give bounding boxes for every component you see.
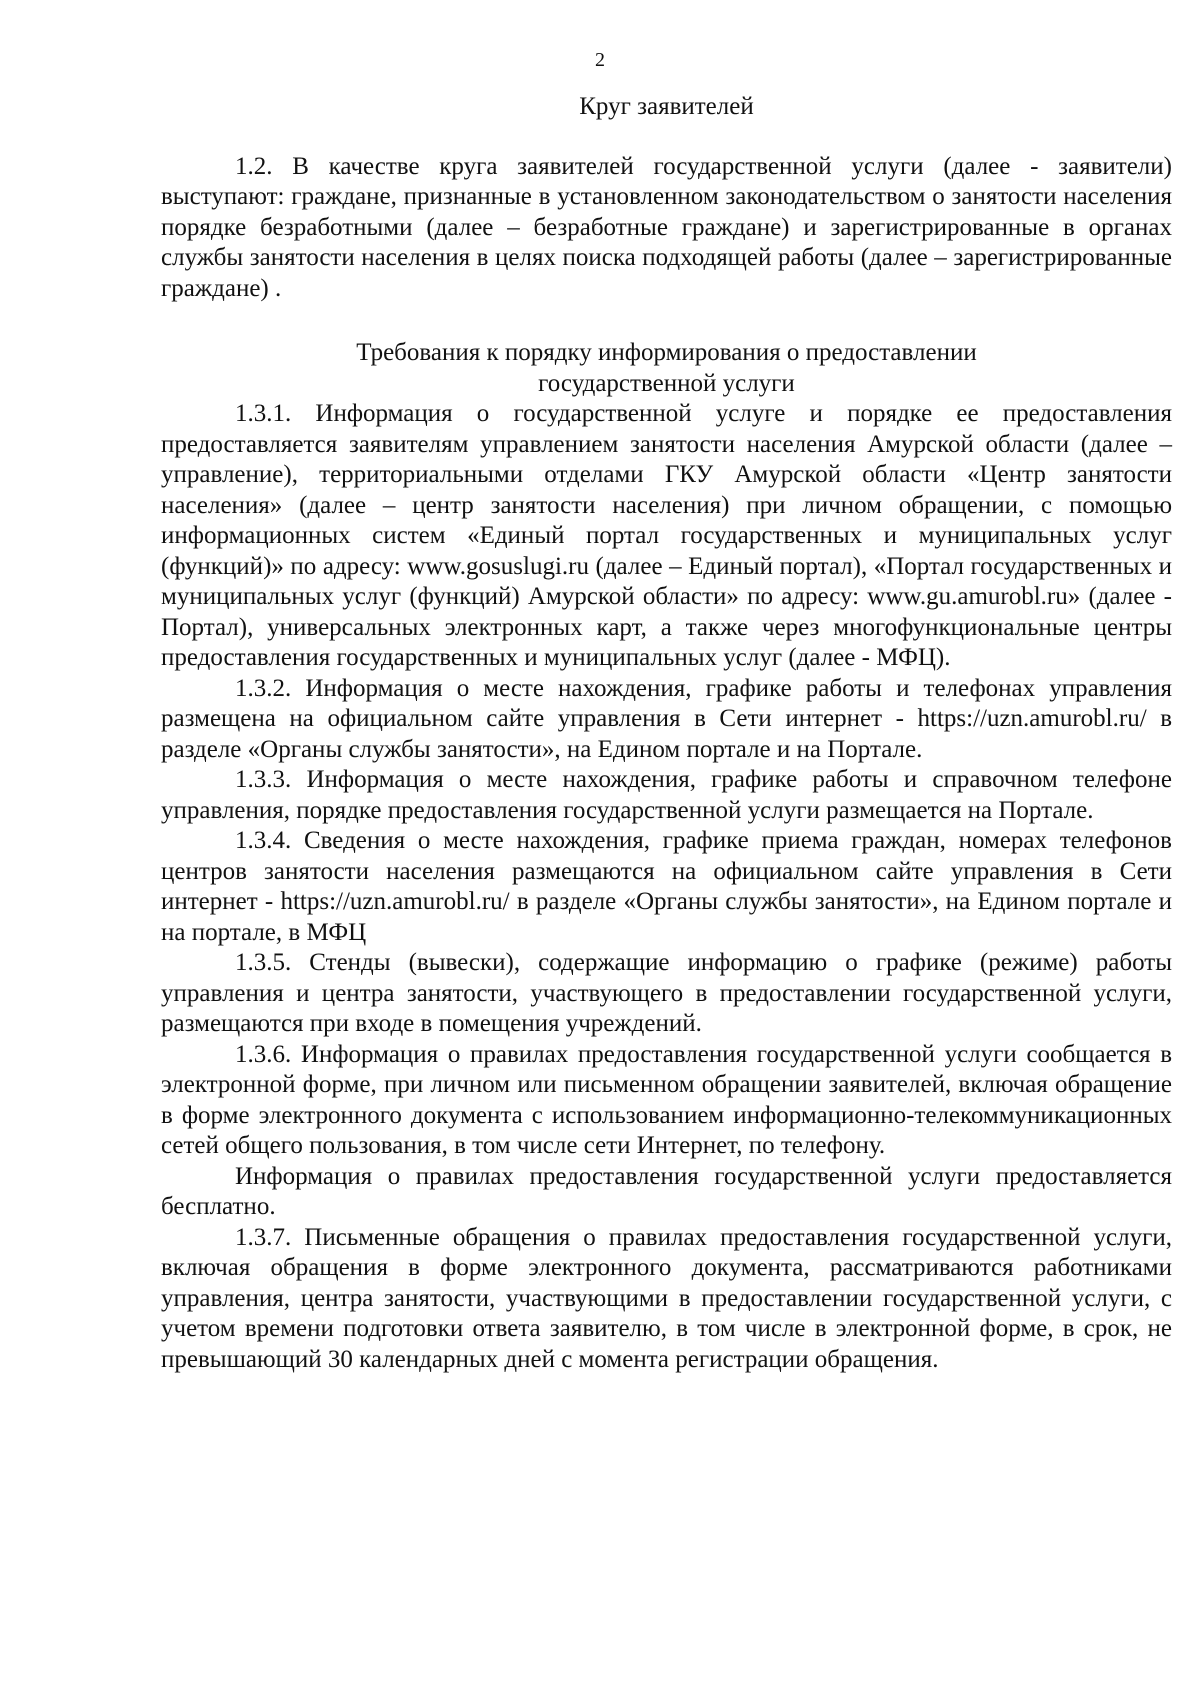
document-body [161,92,1172,1375]
section-heading-applicants: Круг заявителей [579,93,754,120]
paragraph-1-3-7: 1.3.7. Письменные обращения о правилах предоставления государственной услуги, включая обращения в форме электронного документа, рассматриваются работниками управления, центра занятости, участвующими в предоставлении государственной услуги, с учетом времени подготовки ответа заявителю, в том числе в электронной форме, в срок, не превышающий 30 календарных дней с момента регистрации обращения. [161,1223,1172,1373]
page-number: 2 [595,49,605,71]
paragraph-1-2: 1.2. В качестве круга заявителей государственной услуги (далее - заявители) выступают: граждане, признанные в установленном законодательством о занятости населения порядке безработными (далее – безработные граждане) и зарегистрированные в органах службы занятости населения в целях поиска подходящей работы (далее – зарегистрированные граждане) . [161,152,1172,302]
section-heading-information-requirements [161,338,1172,399]
paragraph-1-3-4: 1.3.4. Сведения о месте нахождения, графике приема граждан, номерах телефонов центров занятости населения размещаются на официальном сайте управления в Сети интернет - https://uzn.amurobl.ru/ в разделе «Органы службы занятости», на Едином портале и на портале, в МФЦ [161,827,1172,946]
paragraph-1-3-1: 1.3.1. Информация о государственной услуге и порядке ее предоставления предоставляется заявителям управлением занятости населения Амурской области (далее – управление), территориальными отделами ГКУ Амурской области «Центр занятости населения» (далее – центр занятости населения) при личном обращении, с помощью информационных систем «Единый портал государственных и муниципальных услуг (функций)» по адресу: www.gosuslugi.ru (далее – Единый портал), «Портал государственных и муниципальных услуг (функций) Амурской области» по адресу: www.gu.amurobl.ru» (далее - Портал), универсальных электронных карт, а также через многофункциональные центры предоставления государственных и муниципальных услуг (далее - МФЦ). [161,400,1172,671]
paragraph-1-3-3: 1.3.3. Информация о месте нахождения, графике работы и справочном телефоне управления, порядке предоставления государственной услуги размещается на Портале. [161,766,1172,824]
section-heading-line-2: государственной услуги [538,369,795,397]
paragraph-1-3-5: 1.3.5. Стенды (вывески), содержащие информацию о графике (режиме) работы управления и центра занятости, участвующего в предоставлении государственной услуги, размещаются при входе в помещения учреждений. [161,949,1172,1037]
paragraph-free-information: Информация о правилах предоставления государственной услуги предоставляется бесплатно. [161,1162,1172,1220]
paragraph-1-3-2: 1.3.2. Информация о месте нахождения, графике работы и телефонах управления размещена на официальном сайте управления в Сети интернет - https://uzn.amurobl.ru/ в разделе «Органы службы занятости», на Едином портале и на Портале. [161,674,1172,763]
paragraph-1-3-6: 1.3.6. Информация о правилах предоставления государственной услуги сообщается в электронной форме, при личном или письменном обращении заявителей, включая обращение в форме электронного документа с использованием информационно-телекоммуникационных сетей общего пользования, в том числе сети Интернет, по телефону. [161,1040,1172,1159]
section-heading-line-1: Требования к порядку информирования о предоставлении [356,339,977,366]
